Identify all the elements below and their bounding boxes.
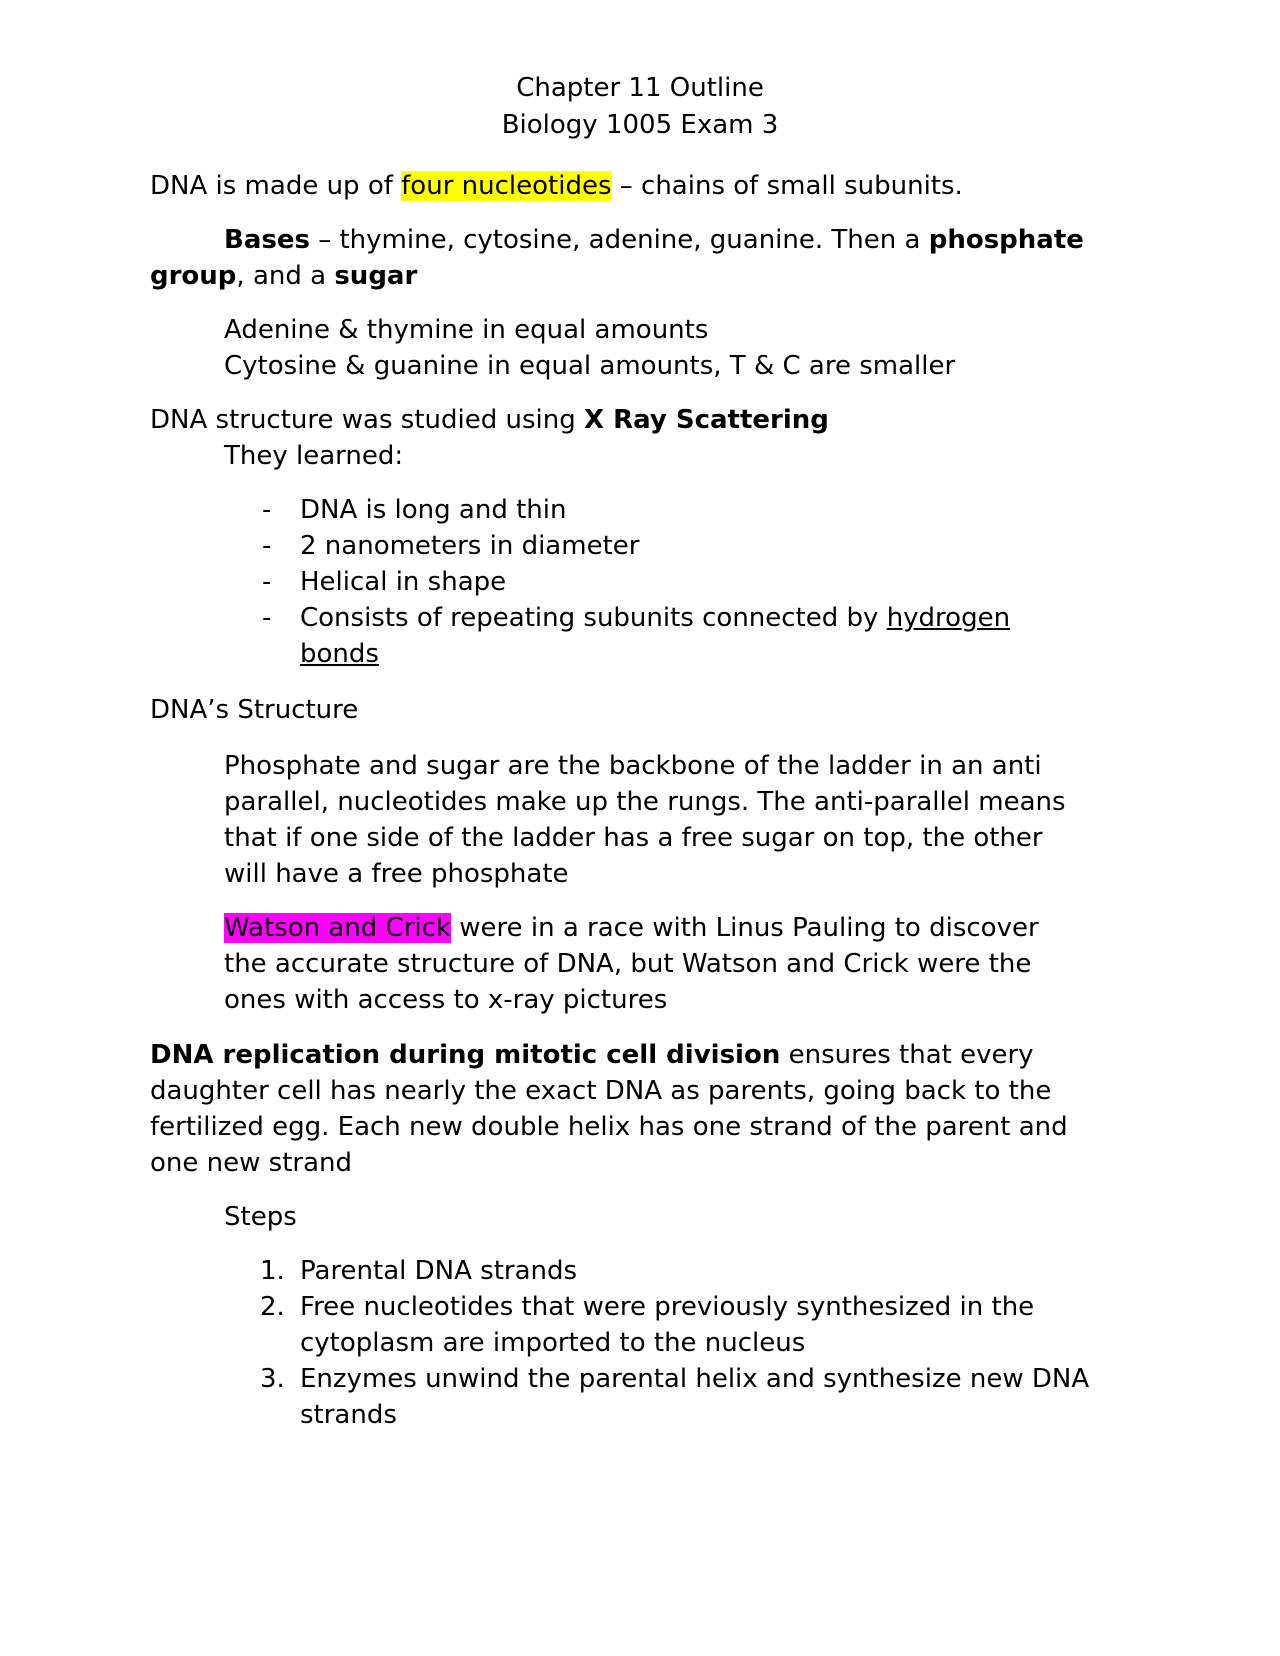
step-number: 3. [260, 1364, 285, 1394]
list-item [150, 492, 1130, 528]
bold-group: group [150, 261, 237, 291]
they-learned-label: They learned: [224, 441, 404, 471]
text: , and a [236, 261, 335, 291]
learned-list [150, 492, 1130, 672]
text: DNA is long and thin [300, 495, 567, 525]
steps-list [150, 1253, 1130, 1433]
text: Consists of repeating subunits connected by [300, 603, 887, 633]
list-item [150, 1253, 1130, 1289]
dash-marker: - [262, 531, 272, 561]
underline-hydrogen: hydrogen [886, 603, 1011, 633]
text: Helical in shape [300, 567, 507, 597]
highlight-watson-and-crick: Watson and Crick [224, 913, 451, 943]
document-subtitle: Biology 1005 Exam 3 [501, 110, 779, 140]
document-title: Chapter 11 Outline [516, 73, 764, 103]
text: ensures that every [780, 1040, 1034, 1070]
text: Free nucleotides that were previously synthesized in the [300, 1292, 1035, 1322]
bold-bases: Bases [224, 225, 310, 255]
text: Cytosine & guanine in equal amounts, T & C are smaller [224, 351, 956, 381]
list-item [150, 1289, 1130, 1361]
text: Enzymes unwind the parental helix and synthesize new DNA [300, 1364, 1090, 1394]
step-number: 1. [260, 1256, 285, 1286]
text: cytoplasm are imported to the nucleus [300, 1328, 806, 1358]
section-heading-structure: DNA’s Structure [150, 695, 359, 725]
steps-label: Steps [224, 1202, 297, 1232]
text: were in a race with Linus Pauling to discover [450, 913, 1039, 943]
text: daughter cell has nearly the exact DNA as parents, going back to the [150, 1076, 1052, 1106]
text: Phosphate and sugar are the backbone of the ladder in an anti [224, 751, 1042, 781]
text: will have a free phosphate [224, 859, 569, 889]
bold-xray-scattering: X Ray Scattering [584, 405, 829, 435]
text: fertilized egg. Each new double helix has one strand of the parent and [150, 1112, 1068, 1142]
paragraph-replication [150, 1037, 1130, 1181]
list-item [150, 1361, 1130, 1433]
paragraph-nucleotides [150, 168, 1130, 204]
text: that if one side of the ladder has a free sugar on top, the other [224, 823, 1043, 853]
text: strands [300, 1400, 397, 1430]
list-item [150, 600, 1130, 672]
bold-sugar: sugar [334, 261, 418, 291]
paragraph-backbone [224, 748, 1130, 892]
text: the accurate structure of DNA, but Watson and Crick were the [224, 949, 1032, 979]
text: DNA is made up of [150, 171, 402, 201]
underline-bonds: bonds [300, 639, 379, 669]
dash-marker: - [262, 603, 272, 633]
text: – thymine, cytosine, adenine, guanine. Then a [309, 225, 929, 255]
text: Adenine & thymine in equal amounts [224, 315, 709, 345]
text: one new strand [150, 1148, 352, 1178]
highlight-four-nucleotides: four nucleotides [401, 171, 612, 201]
text: 2 nanometers in diameter [300, 531, 640, 561]
step-number: 2. [260, 1292, 285, 1322]
list-item [150, 528, 1130, 564]
text: Parental DNA strands [300, 1256, 578, 1286]
text: DNA structure was studied using [150, 405, 584, 435]
dash-marker: - [262, 495, 272, 525]
text: ones with access to x-ray pictures [224, 985, 668, 1015]
paragraph-xray [150, 402, 1130, 438]
paragraph-bases [150, 222, 1130, 294]
list-item [150, 564, 1130, 600]
paragraph-amounts [224, 312, 1130, 384]
document-page [150, 70, 1130, 1433]
text: parallel, nucleotides make up the rungs. The anti-parallel means [224, 787, 1066, 817]
bold-dna-replication: DNA replication during mitotic cell division [150, 1040, 781, 1070]
paragraph-watson-crick [224, 910, 1130, 1018]
dash-marker: - [262, 567, 272, 597]
text: – chains of small subunits. [611, 171, 963, 201]
bold-phosphate: phosphate [928, 225, 1084, 255]
